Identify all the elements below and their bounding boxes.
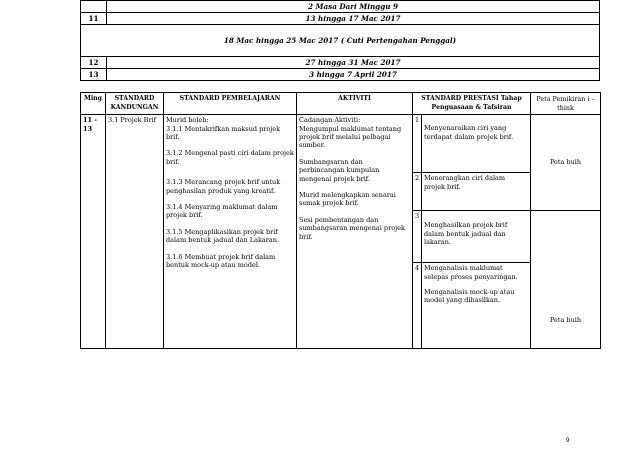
peta-pemikiran: Peta buih — [531, 115, 601, 211]
prestasi-level: 1 — [413, 115, 422, 173]
aktiviti-item: Sesi pembentangan dan sumbangsaran mengenai projek brif. — [299, 215, 405, 241]
prestasi-text — [422, 211, 531, 263]
sp-item: 3.1.4 Menyaring maklumat dalam projek brif. — [166, 203, 278, 220]
header-peta-pemikiran: Peta Pemikiran i –think — [531, 93, 601, 115]
sp-item: 3.1.6 Membuat projek brif dalam bentuk mock-up atau model. — [166, 252, 276, 270]
header-standard-pembelajaran: STANDARD PEMBELAJARAN — [164, 93, 297, 115]
prestasi-text-1: Menyenaraikan ciri yang terdapat dalam projek brif. — [424, 124, 514, 141]
standard-pembelajaran — [164, 115, 297, 349]
prestasi-text-4: Menganalisis maklumat selepas proses penyaringan. — [424, 264, 518, 281]
aktiviti-item: Murid melengkapkan senarai semak projek brif. — [299, 191, 396, 208]
prestasi-text-2: Menerangkan ciri dalam projek brif. — [422, 173, 531, 211]
header-aktiviti: AKTIVITI — [297, 93, 413, 115]
schedule-cell-empty — [81, 1, 107, 13]
prestasi-level: 3 — [413, 211, 422, 263]
lesson-table — [80, 92, 601, 349]
schedule-date: 13 hingga 17 Mac 2017 — [107, 13, 600, 25]
aktiviti-title: Cadangan Aktiviti: — [299, 116, 361, 125]
prestasi-text-4b: Menganalisis mock-up atau model yang dihasilkan. — [424, 288, 515, 305]
sp-item: 3.1.2 Mengenal pasti ciri dalam projek brif. — [166, 149, 294, 166]
prestasi-text — [422, 115, 531, 173]
aktiviti-item: Sumbangsaran dan perbincangan kumpulan mengenai projek brif. — [299, 157, 380, 183]
schedule-date: 27 hingga 31 Mac 2017 — [107, 57, 600, 69]
schedule-week-no: 13 — [81, 69, 107, 81]
prestasi-level: 2 — [413, 173, 422, 211]
prestasi-text — [422, 263, 531, 349]
page-number: 9 — [566, 438, 570, 444]
schedule-week-no: 11 — [81, 13, 107, 25]
document-page — [80, 0, 600, 349]
prestasi-text-3: Menghasilkan projek brif dalam bentuk jadual dan lakaran. — [424, 221, 508, 246]
aktiviti-item: Mengumpul maklumat tentang projek brif melalui pelbagai sumber. — [299, 124, 402, 150]
week-range: 11 - 13 — [81, 115, 106, 349]
header-standard-kandungan: STANDARD KANDUNGAN — [106, 93, 164, 115]
schedule-break: 18 Mac hingga 25 Mac 2017 ( Cuti Pertengahan Penggal) — [81, 25, 600, 57]
sp-item: 3.1.5 Mengaplikasikan projek brif dalam bentuk jadual dan Lakaran. — [166, 227, 280, 245]
sp-intro: Murid boleh: — [166, 116, 209, 125]
sp-item: 3.1.3 Merancang projek brif untuk penghasilan produk yang kreatif. — [166, 178, 281, 195]
schedule-table — [80, 0, 600, 81]
schedule-header: 2 Masa Dari Minggu 9 — [107, 1, 600, 13]
header-minggu: Ming — [81, 93, 106, 115]
header-standard-prestasi: STANDARD PRESTASI Tahap Penguasaan & Tafsiran — [413, 93, 531, 115]
prestasi-level: 4 — [413, 263, 422, 349]
sp-item: 3.1.1 Mentakrifkan maksud projek brif. — [166, 124, 281, 141]
schedule-week-no: 12 — [81, 57, 107, 69]
aktiviti — [297, 115, 413, 349]
schedule-date: 3 hingga 7 April 2017 — [107, 69, 600, 81]
standard-kandungan: 3.1 Projek Brif — [106, 115, 164, 349]
peta-pemikiran: Peta buih — [531, 211, 601, 349]
